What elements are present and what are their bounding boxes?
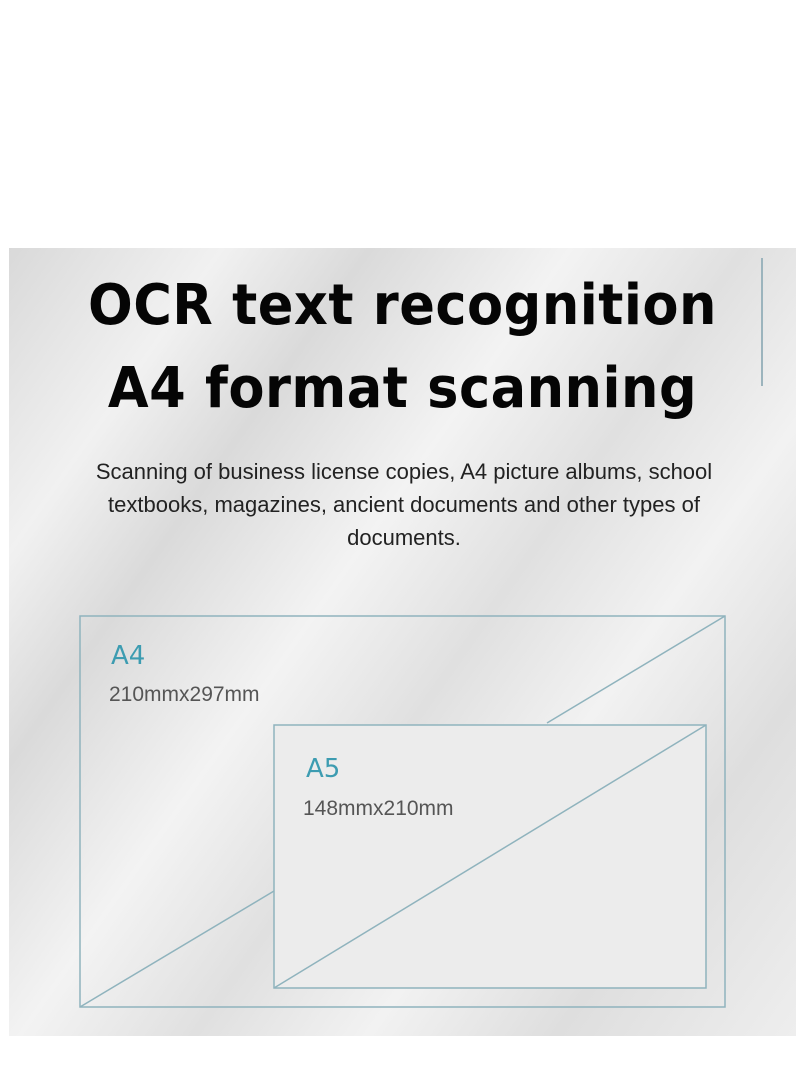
a4-diagonal-lower [80, 891, 274, 1007]
description-text: Scanning of business license copies, A4 picture albums, school textbooks, magazines, ancient documents and other types of documents. [95, 459, 713, 550]
title-line-1: OCR text recognition [87, 273, 718, 338]
a5-label: A5 [306, 754, 341, 784]
a5-dimensions: 148mmx210mm [303, 797, 454, 820]
a4-label: A4 [111, 641, 146, 671]
title-line-2: A4 format scanning [107, 356, 698, 421]
a4-diagonal-upper [547, 616, 725, 723]
feature-panel [9, 248, 796, 1036]
a4-dimensions: 210mmx297mm [109, 683, 260, 706]
